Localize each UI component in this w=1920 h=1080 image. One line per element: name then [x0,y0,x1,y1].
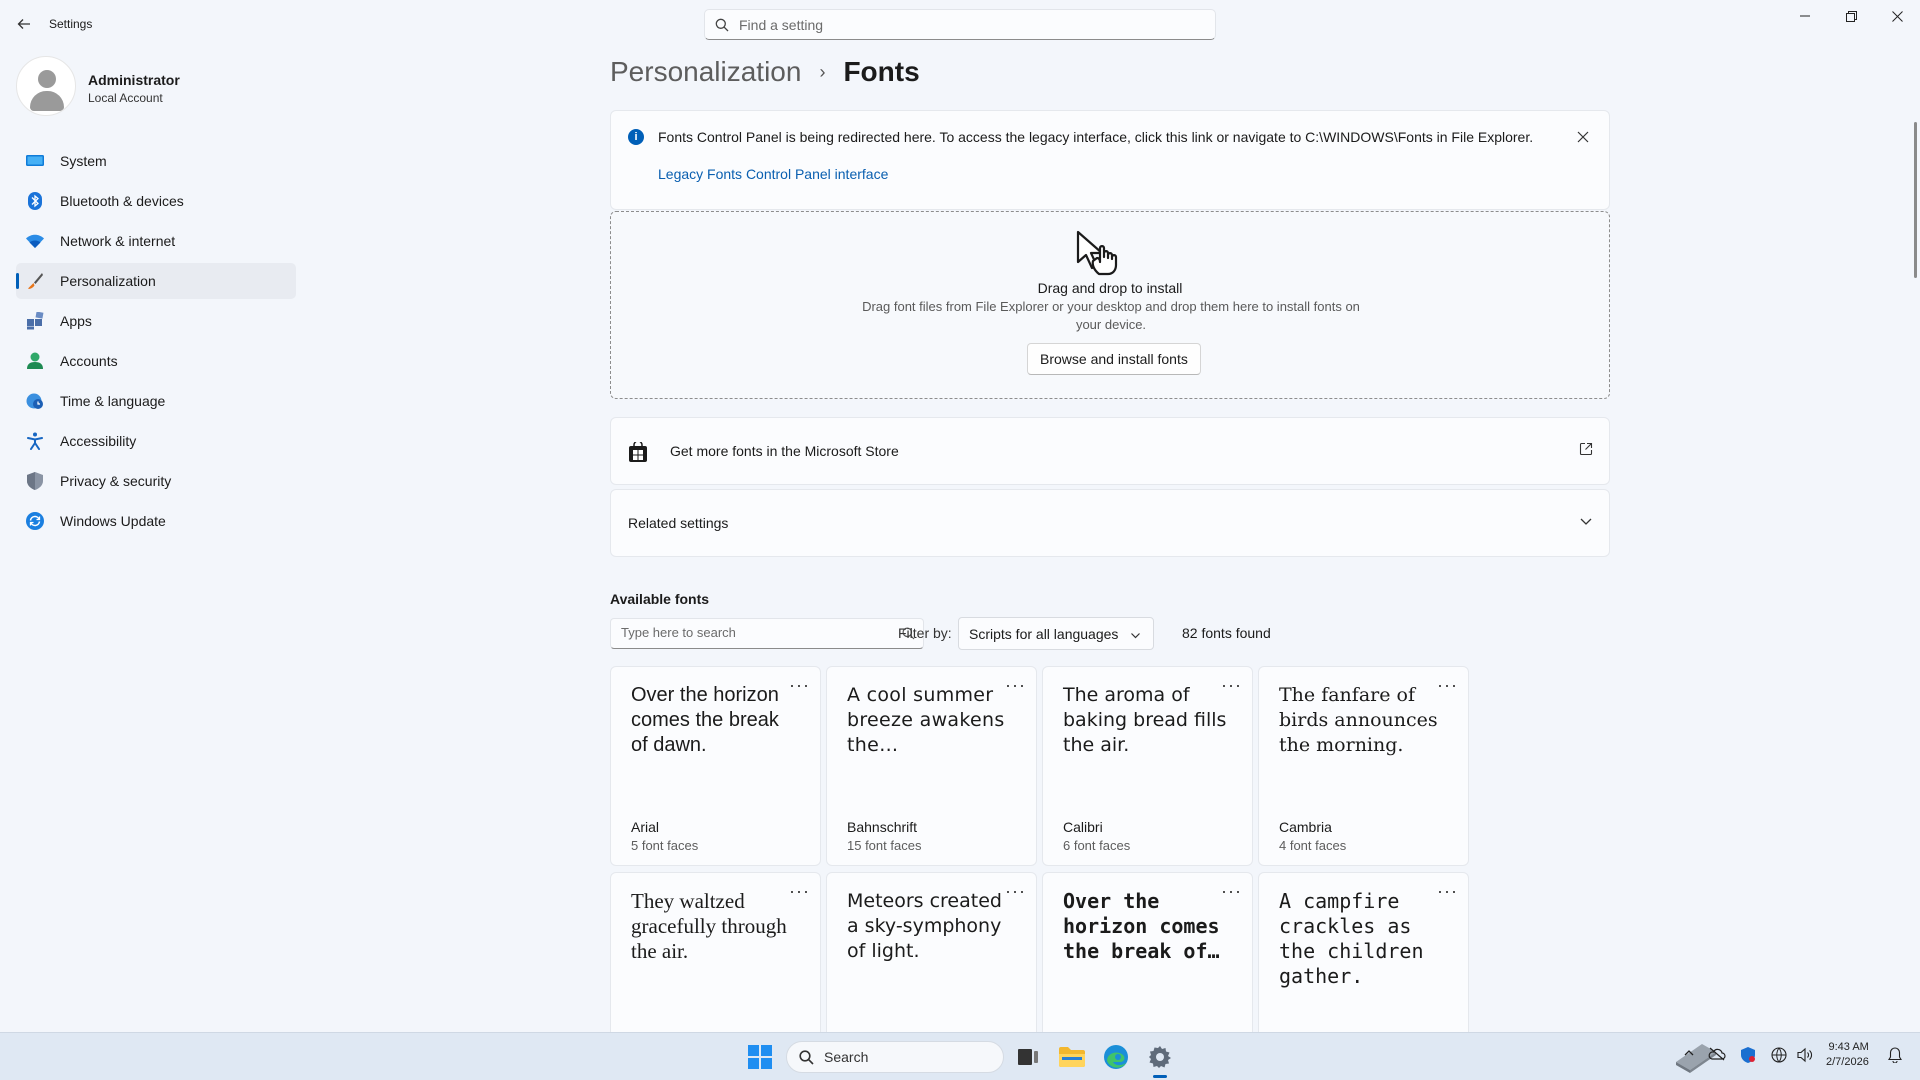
minimize-icon [1800,11,1810,21]
available-fonts-heading: Available fonts [610,591,710,607]
sidebar-item-personalization[interactable] [16,263,296,299]
more-options-icon[interactable]: ··· [789,675,810,695]
chevron-down-icon [1579,514,1593,531]
sidebar-item-apps[interactable] [16,303,296,339]
clock-date: 2/7/2026 [1826,1056,1869,1068]
task-view-button[interactable] [1012,1041,1044,1073]
bluetooth-icon [26,192,44,210]
sidebar-item-accounts[interactable] [16,343,296,379]
taskbar [0,1032,1920,1080]
redirect-info-bar [610,110,1610,210]
font-drop-zone[interactable] [610,211,1610,399]
font-sample-text: A cool summer breeze awakens the… [847,684,1005,756]
font-sample-text: Over the horizon comes the break of dawn. [631,684,779,756]
more-options-icon[interactable]: ··· [1437,881,1458,901]
font-tile[interactable] [1042,872,1253,1032]
edge-browser-button[interactable] [1100,1041,1132,1073]
open-external-icon [1579,442,1593,459]
sidebar-item-label: Accounts [60,353,118,369]
font-tile[interactable] [610,872,821,1032]
notification-icon[interactable] [1888,1047,1902,1066]
person-icon [26,352,44,370]
task-view-icon [1017,1047,1039,1067]
arrow-left-icon [17,17,31,31]
info-icon: i [628,129,644,145]
taskbar-search[interactable] [786,1041,1004,1073]
font-tile-calibri[interactable] [1042,666,1253,866]
drop-zone-description: Drag font files from File Explorer or your desktop and drop them here to install fonts on your device. [862,299,1360,332]
folder-icon [1059,1046,1085,1068]
font-tile[interactable] [1258,872,1469,1032]
font-sample-text: Over the horizon comes the break of… [1063,889,1220,963]
more-options-icon[interactable]: ··· [1005,675,1026,695]
font-name: Cambria [1279,819,1332,835]
restore-button[interactable] [1828,0,1874,32]
more-options-icon[interactable]: ··· [1005,881,1026,901]
font-tile[interactable] [826,872,1037,1032]
volume-icon[interactable] [1797,1047,1813,1066]
settings-search-box[interactable] [704,9,1216,40]
back-button[interactable] [12,12,36,36]
store-card-label: Get more fonts in the Microsoft Store [670,443,899,459]
sidebar-item-privacy-security[interactable] [16,463,296,499]
app-title: Settings [49,17,93,31]
profile-account-type: Local Account [88,91,163,105]
start-button[interactable] [744,1041,776,1073]
font-tile-arial[interactable] [610,666,821,866]
page-title: Fonts [843,56,920,87]
filter-selected-value: Scripts for all languages [969,625,1119,642]
apps-icon [26,312,44,330]
accessibility-icon [26,432,44,450]
more-options-icon[interactable]: ··· [1221,881,1242,901]
fonts-found-count: 82 fonts found [1182,625,1271,641]
monitor-icon [26,152,44,170]
gear-icon [1148,1045,1172,1069]
sidebar-nav [16,143,296,543]
font-faces-count: 4 font faces [1279,838,1347,853]
active-app-indicator [1153,1075,1167,1078]
settings-app-button[interactable] [1144,1041,1176,1073]
language-filter-dropdown[interactable] [958,617,1154,650]
store-icon [629,442,647,465]
font-sample-text: They waltzed gracefully through the air. [631,889,787,963]
wifi-icon [26,232,44,250]
cloud-sync-icon[interactable] [1708,1047,1726,1064]
clock-time: 9:43 AM [1828,1041,1869,1053]
font-search-box[interactable] [610,618,924,649]
sidebar-item-label: Network & internet [60,233,176,249]
font-sample-text: The fanfare of birds announces the morning. [1279,684,1438,756]
avatar [16,56,76,116]
more-options-icon[interactable]: ··· [1221,675,1242,695]
close-window-button[interactable] [1874,0,1920,32]
vertical-scrollbar[interactable] [1914,122,1917,278]
search-icon [799,1050,814,1065]
update-icon [26,512,44,530]
font-tile-cambria[interactable] [1258,666,1469,866]
font-name: Arial [631,819,660,835]
chevron-up-icon[interactable] [1683,1047,1695,1062]
breadcrumb [610,56,920,88]
restore-icon [1846,11,1857,22]
chevron-right-icon: › [819,61,826,82]
sidebar-item-system[interactable] [16,143,296,179]
search-icon [705,18,739,32]
related-settings-label: Related settings [628,515,729,531]
minimize-button[interactable] [1782,0,1828,32]
breadcrumb-parent-link[interactable]: Personalization [610,56,802,87]
legacy-fonts-link[interactable]: Legacy Fonts Control Panel interface [658,166,889,182]
related-settings-expander[interactable] [610,489,1610,557]
sidebar-item-label: Windows Update [60,513,166,529]
font-faces-count: 15 font faces [847,838,922,853]
close-icon [1892,11,1903,22]
sidebar-item-bluetooth[interactable] [16,183,296,219]
font-tile-bahnschrift[interactable] [826,666,1037,866]
more-options-icon[interactable]: ··· [789,881,810,901]
font-name: Calibri [1063,819,1103,835]
file-explorer-button[interactable] [1056,1041,1088,1073]
shield-icon [26,472,44,490]
sidebar-item-windows-update[interactable] [16,503,296,539]
chevron-down-icon [1130,628,1141,644]
filter-label: Filter by: [898,625,952,641]
font-name: Bahnschrift [847,819,918,835]
font-search-input[interactable] [621,625,881,640]
sidebar-item-label: Accessibility [60,433,137,449]
windows-logo-icon [748,1045,772,1069]
sidebar-item-label: System [60,153,107,169]
defender-icon[interactable] [1740,1047,1756,1066]
profile-name: Administrator [88,72,180,88]
font-sample-text: Meteors created a sky-symphony of light. [847,890,1002,962]
sidebar-item-label: Time & language [60,393,166,409]
taskbar-search-label: Search [824,1049,869,1065]
sidebar-item-label: Apps [60,313,92,329]
font-sample-text: The aroma of baking bread fills the air. [1063,684,1227,756]
font-sample-text: A campfire crackles as the children gather. [1279,889,1424,988]
drag-hand-icon [1075,230,1131,279]
more-options-icon[interactable]: ··· [1437,675,1458,695]
globe-icon[interactable] [1771,1047,1787,1066]
microsoft-store-fonts-link[interactable] [610,417,1610,485]
font-faces-count: 5 font faces [631,838,699,853]
sidebar-item-label: Bluetooth & devices [60,193,184,209]
profile-card[interactable] [16,56,296,120]
browse-install-fonts-button[interactable]: Browse and install fonts [1027,343,1201,375]
brush-icon [26,272,44,290]
drop-zone-title: Drag and drop to install [1037,280,1183,296]
edge-icon [1103,1044,1129,1070]
globe-clock-icon [26,392,44,410]
sidebar-item-label: Privacy & security [60,473,172,489]
sidebar-item-label: Personalization [60,273,156,289]
sidebar-item-time-language[interactable] [16,383,296,419]
title-bar [0,0,1920,48]
close-icon [1577,131,1589,143]
sidebar-item-accessibility[interactable] [16,423,296,459]
font-faces-count: 6 font faces [1063,838,1131,853]
sidebar-item-network[interactable] [16,223,296,259]
info-close-button[interactable] [1571,125,1595,149]
info-message: Fonts Control Panel is being redirected here. To access the legacy interface, click this link or navigate to C:\WINDOWS\Fonts in File Explorer. [658,129,1534,145]
system-clock[interactable] [1826,1040,1869,1070]
settings-search-input[interactable] [739,17,1179,33]
